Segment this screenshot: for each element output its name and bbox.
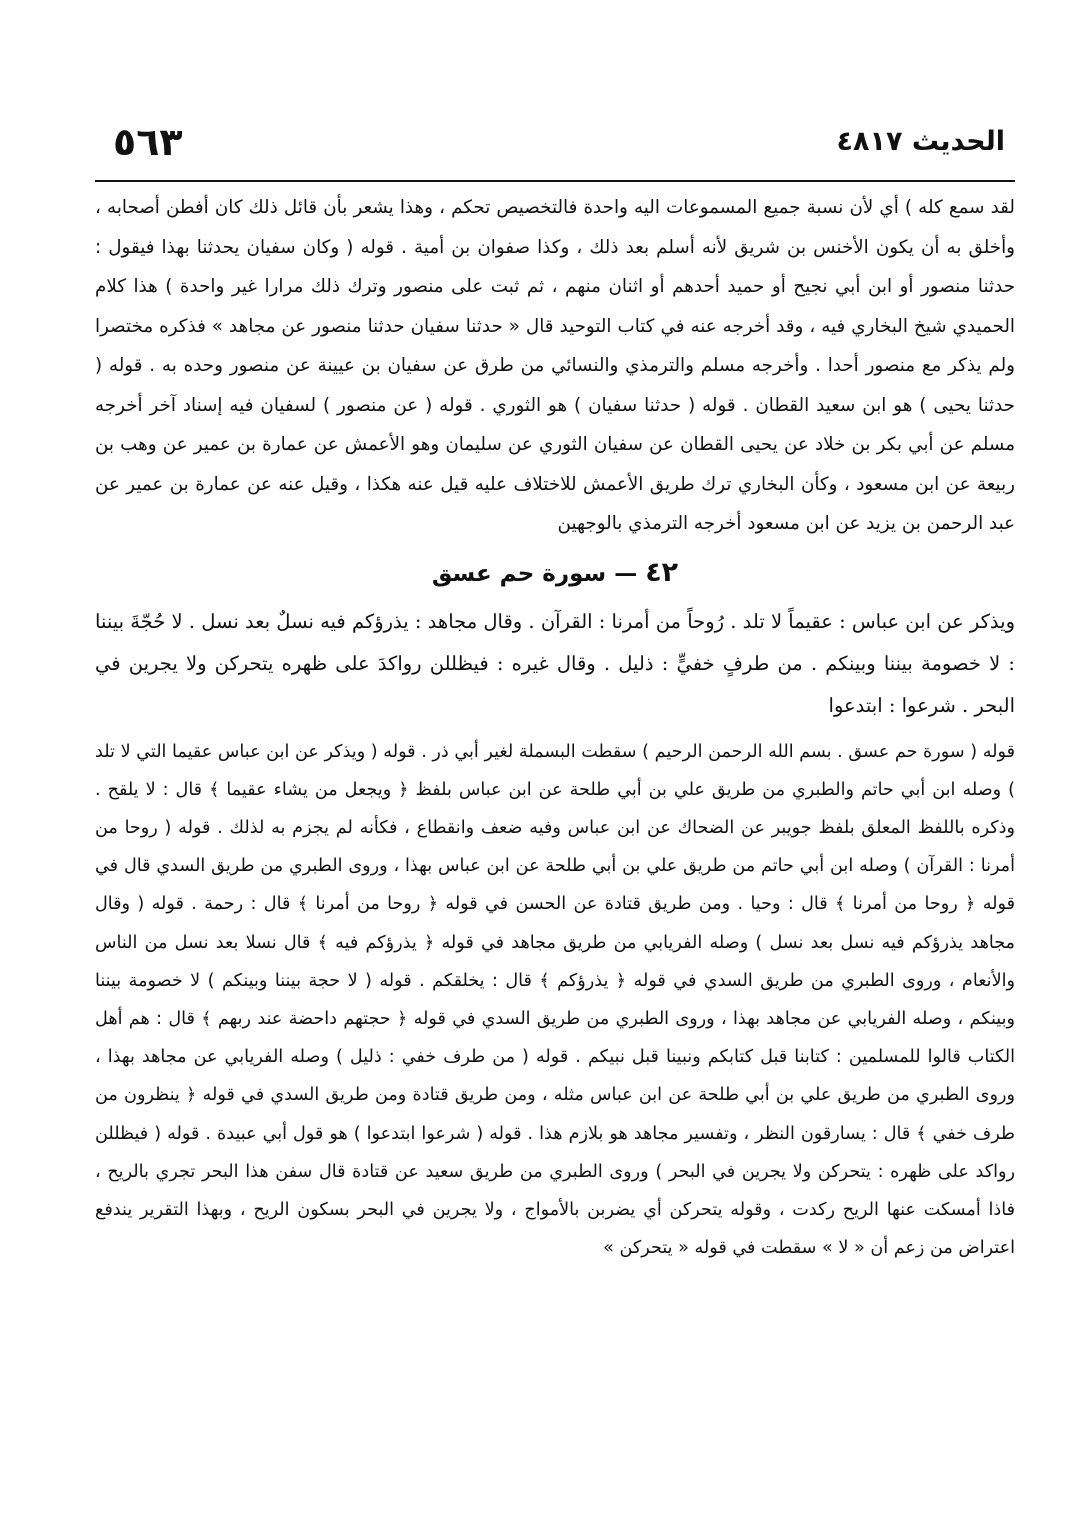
bukhari-text	[95, 601, 1015, 727]
section-heading	[95, 556, 1015, 591]
commentary-text: قوله ( سورة حم عسق . بسم الله الرحمن الرحيم ) سقطت البسملة لغير أبي ذر . قوله ( ويذكر عن ابن عباس عقيما التي لا تلد ) وصله ابن أبي حاتم والطبري من طريق علي بن أبي طلحة عن ابن عباس بلفظ ﴿ ويجعل من يشاء عقيما ﴾ قال : لا يلقح . وذكره باللفظ المعلق بلفظ جويبر عن الضحاك عن ابن عباس وفيه ضعف وانقطاع ، فكأنه لم يجزم به لذلك . قوله ( روحا من أمرنا : القرآن ) وصله ابن أبي حاتم من طريق علي بن أبي طلحة عن ابن عباس بهذا ، وروى الطبري من طريق السدي قال في قوله ﴿ روحا من أمرنا ﴾ قال : وحيا . ومن طريق قتادة عن الحسن في قوله ﴿ روحا من أمرنا ﴾ قال : رحمة . قوله ( وقال مجاهد يذرؤكم فيه نسل بعد نسل ) وصله الفريابي من طريق مجاهد في قوله ﴿ يذرؤكم فيه ﴾ قال نسلا بعد نسل من الناس والأنعام ، وروى الطبري من طريق السدي في قوله ﴿ يذرؤكم ﴾ قال : يخلقكم . قوله ( لا حجة بيننا وبينكم ) لا خصومة بيننا وبينكم ، وصله الفريابي عن مجاهد بهذا ، وروى الطبري من طريق السدي في قوله ﴿ حجتهم داحضة عند ربهم ﴾ قال : هم أهل الكتاب قالوا للمسلمين : كتابنا قبل كتابكم ونبينا قبل نبيكم . قوله ( من طرف خفي : ذليل ) وصله الفريابي عن مجاهد بهذا ، وروى الطبري من طريق علي بن أبي طلحة عن ابن عباس مثله ، ومن طريق قتادة ومن طريق السدي في قوله ﴿ ينظرون من طرف خفي ﴾ قال : يسارقون النظر ، وتفسير مجاهد هو بلازم هذا . قوله ( شرعوا ابتدعوا ) هو قول أبي عبيدة . قوله ( فيظللن رواكد على ظهره : يتحركن ولا يجرين في البحر ) وروى الطبري من طريق سعيد عن قتادة قال سفن هذا البحر تجري بالريح ، فاذا أمسكت عنها الريح ركدت ، وقوله يتحركن أي يضربن بالأمواج ، ولا يجرين في البحر بسكون الريح ، وبهذا التقرير يندفع اعتراض من زعم أن « لا » سقطت في قوله « يتحركن »	[95, 741, 1015, 1259]
document-page	[95, 118, 1015, 1518]
section-number: ٤٢	[645, 556, 679, 588]
commentary-paragraph-top	[95, 188, 1015, 544]
running-head	[95, 118, 1015, 182]
running-head-title: الحديث ٤٨١٧	[836, 126, 1005, 157]
commentary-paragraph-main	[95, 733, 1015, 1268]
paragraph-text: لقد سمع كله ) أي لأن نسبة جميع المسموعات اليه واحدة فالتخصيص تحكم ، وهذا يشعر بأن قائل ذلك كان أفطن أصحابه ، وأخلق به أن يكون الأخنس بن شريق لأنه أسلم بعد ذلك ، وكذا صفوان بن أمية . قوله ( وكان سفيان يحدثنا بهذا فيقول : حدثنا منصور أو ابن أبي نجيح أو حميد أحدهم أو اثنان منهم ، ثم ثبت على منصور وترك ذلك مرارا غير واحدة ) هذا كلام الحميدي شيخ البخاري فيه ، وقد أخرجه عنه في كتاب التوحيد قال « حدثنا سفيان حدثنا منصور عن مجاهد » فذكره مختصرا ولم يذكر مع منصور أحدا . وأخرجه مسلم والترمذي والنسائي من طرق عن سفيان بن عيينة عن منصور وحده به . قوله ( حدثنا يحيى ) هو ابن سعيد القطان . قوله ( حدثنا سفيان ) هو الثوري . قوله ( عن منصور ) لسفيان فيه إسناد آخر أخرجه مسلم عن أبي بكر بن خلاد عن يحيى القطان عن سفيان الثوري عن سليمان وهو الأعمش عن عمارة بن عمير عن وهب بن ربيعة عن ابن مسعود ، وكأن البخاري ترك طريق الأعمش للاختلاف عليه قيل عنه هكذا ، وقيل عنه عن عمارة بن عمير عن عبد الرحمن بن يزيد عن ابن مسعود أخرجه الترمذي بالوجهين	[95, 197, 1015, 534]
bukhari-paragraph: ويذكر عن ابن عباس : عقيماً لا تلد . رُوحاً من أمرنا : القرآن . وقال مجاهد : يذرؤكم فيه نسلٌ بعد نسل . لا حُجّةَ بيننا : لا خصومة بيننا وبينكم . من طرفٍ خفيٍّ : ذليل . وقال غيره : فيظللن رواكدَ على ظهره يتحركن ولا يجرين في البحر . شرعوا : ابتدعوا	[95, 609, 1015, 717]
section-title: سورة حم عسق	[431, 560, 607, 587]
page-number: ٥٦٣	[113, 120, 183, 164]
section-dash: —	[614, 560, 638, 587]
